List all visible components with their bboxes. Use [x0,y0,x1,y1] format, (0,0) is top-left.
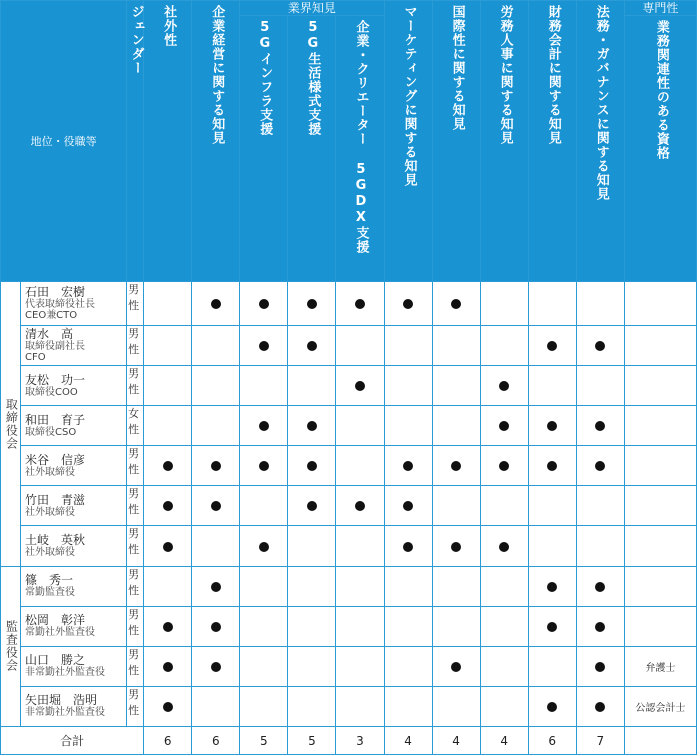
skill-cell [240,486,288,526]
member-name: 清水 高 [25,327,74,342]
qualification-cell [624,406,696,446]
table-row [1,406,697,446]
member-gender: 男性 [127,526,144,566]
skill-cell [144,366,192,406]
skill-dot-icon [307,299,317,309]
skill-cell [432,646,480,686]
labor-header [480,1,528,282]
international-header [432,1,480,282]
skill-dot-icon [499,381,509,391]
member-cell [21,686,127,726]
skill-dot-icon [211,622,221,632]
matrix-body [1,282,697,727]
skill-cell [288,566,336,606]
skill-cell [336,486,384,526]
table-row [1,606,697,646]
member-name: 松岡 彰洋 [25,613,86,628]
skill-cell [432,282,480,326]
skill-cell [528,646,576,686]
marketing-header-label: マーケティングに関する知見 [401,5,417,187]
member-title: 社外取締役 [25,506,76,518]
skill-dot-icon [547,421,557,431]
member-gender: 男性 [127,606,144,646]
skill-cell [480,646,528,686]
skill-dot-icon [403,501,413,511]
skill-cell [480,406,528,446]
skill-dot-icon [595,582,605,592]
skill-dot-icon [595,622,605,632]
corp-mgmt-header-label: 企業経営に関する知見 [209,5,225,145]
member-cell [21,526,127,566]
skill-dot-icon [211,662,221,672]
outside-header-label: 社外性 [161,5,177,47]
totals-label: 合計 [1,727,144,755]
member-name: 石田 宏樹 [25,285,86,300]
member-gender: 男性 [127,486,144,526]
member-title-sub: CEO兼CTO [25,310,78,322]
skill-dot-icon [355,381,365,391]
member-title: 社外取締役 [25,466,76,478]
table-row [1,686,697,726]
skill-cell [288,326,336,366]
skill-cell [192,406,240,446]
skill-cell [576,406,624,446]
qualification-cell [624,366,696,406]
member-cell [21,606,127,646]
total-marketing: 4 [384,727,432,755]
skill-dot-icon [163,542,173,552]
skill-dot-icon [259,542,269,552]
skill-dot-icon [451,461,461,471]
skill-dot-icon [355,501,365,511]
skill-dot-icon [595,662,605,672]
skill-cell [384,646,432,686]
skill-dot-icon [259,341,269,351]
qualification-cell [624,526,696,566]
total-infra: 5 [240,727,288,755]
corp-mgmt-header [192,1,240,282]
member-name: 山口 勝之 [25,653,86,668]
member-name: 土岐 英秋 [25,533,86,548]
skill-dot-icon [211,299,221,309]
skill-cell [576,486,624,526]
creator-header [336,16,384,282]
member-gender: 男性 [127,646,144,686]
member-cell [21,446,127,486]
member-cell [21,282,127,326]
skill-cell [240,366,288,406]
skill-cell [336,606,384,646]
member-cell [21,406,127,446]
international-header-label: 国際性に関する知見 [449,5,465,131]
member-title: 取締役副社長 [25,341,86,353]
skill-dot-icon [499,542,509,552]
skill-dot-icon [595,702,605,712]
skill-cell [192,282,240,326]
skill-cell [192,526,240,566]
skill-cell [528,686,576,726]
industry-group-header [240,1,384,16]
finance-header-label: 財務会計に関する知見 [545,5,561,145]
member-title: 非常勤社外監査役 [25,707,106,719]
member-name: 矢田堀 浩明 [25,693,98,708]
skill-cell [576,686,624,726]
marketing-header [384,1,432,282]
skill-cell [144,646,192,686]
skill-cell [480,446,528,486]
skill-cell [288,526,336,566]
table-row [1,446,697,486]
member-name: 友松 功一 [25,372,86,387]
group-directors [1,282,21,567]
skill-cell [432,526,480,566]
member-gender: 女性 [127,406,144,446]
skill-cell [144,606,192,646]
member-title: 常勤監査役 [25,587,76,599]
skill-cell [576,326,624,366]
member-gender: 男性 [127,566,144,606]
skill-cell [144,526,192,566]
table-row [1,646,697,686]
skill-dot-icon [451,542,461,552]
skill-dot-icon [307,341,317,351]
total-outside: 6 [144,727,192,755]
skill-cell [192,366,240,406]
total-legal: 7 [576,727,624,755]
skill-cell [384,326,432,366]
member-cell [21,646,127,686]
member-gender: 男性 [127,366,144,406]
skill-dot-icon [211,461,221,471]
qualification-cell [624,486,696,526]
skill-cell [240,646,288,686]
skill-cell [288,646,336,686]
specialty-group-header [624,1,696,16]
skill-dot-icon [307,501,317,511]
skill-dot-icon [595,341,605,351]
total-lifestyle: 5 [288,727,336,755]
skill-dot-icon [163,622,173,632]
skill-cell [528,486,576,526]
skill-cell [480,606,528,646]
skill-cell [576,282,624,326]
skill-cell [576,566,624,606]
skill-cell [432,366,480,406]
skill-cell [480,566,528,606]
position-header-label: 地位・役職等 [30,135,97,148]
labor-header-label: 労務人事に関する知見 [497,5,513,145]
skill-cell [432,686,480,726]
skill-cell [288,282,336,326]
member-title: 常勤社外監査役 [25,627,96,639]
skill-cell [336,326,384,366]
specialty-group-label: 専門性 [642,1,679,15]
qualification-header-label: 業務関連性のある資格 [653,20,669,160]
skill-cell [192,326,240,366]
skill-dot-icon [547,582,557,592]
member-name: 和田 育子 [25,412,86,427]
skill-cell [240,326,288,366]
skill-cell [240,406,288,446]
skill-cell [336,406,384,446]
skill-cell [384,686,432,726]
table-row [1,282,697,326]
skill-cell [432,326,480,366]
skill-dot-icon [547,622,557,632]
skill-dot-icon [547,341,557,351]
skill-cell [384,406,432,446]
member-gender: 男性 [127,446,144,486]
skill-dot-icon [259,421,269,431]
member-title: 非常勤社外監査役 [25,667,106,679]
infra-header [240,16,288,282]
total-labor: 4 [480,727,528,755]
skill-cell [336,366,384,406]
total-creator: 3 [336,727,384,755]
skill-cell [336,686,384,726]
table-row [1,526,697,566]
skill-cell [192,486,240,526]
outside-header [144,1,192,282]
total-qualification [624,727,696,755]
skill-cell [144,446,192,486]
finance-header [528,1,576,282]
skill-dot-icon [403,461,413,471]
skill-dot-icon [163,501,173,511]
skill-cell [144,486,192,526]
skill-dot-icon [259,461,269,471]
industry-group-label: 業界知見 [287,1,336,15]
qualification-cell [624,326,696,366]
skill-cell [528,366,576,406]
table-row [1,326,697,366]
member-cell [21,486,127,526]
skill-cell [480,486,528,526]
skill-cell [336,446,384,486]
skill-cell [192,686,240,726]
skill-cell [288,686,336,726]
skill-cell [528,606,576,646]
skill-cell [576,446,624,486]
skill-cell [240,526,288,566]
skill-cell [240,606,288,646]
infra-header-label: 5Gインフラ支援 [257,20,273,136]
skill-cell [528,326,576,366]
table-row [1,366,697,406]
skill-dot-icon [499,461,509,471]
skill-cell [528,566,576,606]
skill-cell [336,646,384,686]
skill-cell [528,446,576,486]
skill-dot-icon [163,461,173,471]
member-cell [21,566,127,606]
skill-dot-icon [451,662,461,672]
totals-row [1,727,697,755]
skill-dot-icon [403,299,413,309]
skill-cell [288,406,336,446]
member-title: 取締役COO [25,386,78,398]
skill-dot-icon [499,421,509,431]
member-title: 代表取締役社長 [25,299,96,311]
skill-dot-icon [163,702,173,712]
skill-dot-icon [259,299,269,309]
group-label: 監査役会 [4,620,19,673]
skill-cell [288,606,336,646]
skill-cell [144,566,192,606]
skill-dot-icon [403,542,413,552]
skill-cell [432,446,480,486]
legal-header-label: 法務・ガバナンスに関する知見 [593,5,609,201]
lifestyle-header [288,16,336,282]
skill-cell [144,326,192,366]
member-cell [21,326,127,366]
skill-cell [192,646,240,686]
group-auditors [1,566,21,726]
member-gender: 男性 [127,686,144,726]
skill-cell [528,526,576,566]
skill-cell [192,566,240,606]
skill-cell [480,526,528,566]
skill-cell [432,606,480,646]
member-title: 社外取締役 [25,547,76,559]
skill-dot-icon [307,421,317,431]
skill-cell [528,282,576,326]
skill-cell [240,686,288,726]
creator-header-label: 企業・クリエーター 5GDX支援 [353,20,369,254]
skill-cell [288,486,336,526]
position-header [1,1,127,282]
qualification-cell: 弁護士 [624,646,696,686]
total-finance: 6 [528,727,576,755]
skill-dot-icon [595,421,605,431]
member-name: 米谷 信彦 [25,452,86,467]
skill-cell [480,366,528,406]
skill-cell [384,366,432,406]
skill-cell [384,526,432,566]
skill-dot-icon [547,702,557,712]
skill-cell [576,606,624,646]
skill-dot-icon [595,461,605,471]
skill-cell [576,646,624,686]
member-title: 取締役CSO [25,426,77,438]
group-label: 取締役会 [4,397,19,450]
skill-cell [288,446,336,486]
skill-cell [384,606,432,646]
skill-dot-icon [307,461,317,471]
gender-header-label: ジェンダー [128,5,144,75]
skill-dot-icon [211,501,221,511]
qualification-cell [624,282,696,326]
skill-dot-icon [355,299,365,309]
member-name: 竹田 青滋 [25,492,86,507]
skill-cell [384,446,432,486]
qualification-cell [624,446,696,486]
qualification-cell [624,606,696,646]
member-cell [21,366,127,406]
skill-cell [432,486,480,526]
skill-cell [384,282,432,326]
skill-cell [480,686,528,726]
skill-dot-icon [547,461,557,471]
skill-cell [576,366,624,406]
skill-cell [240,566,288,606]
lifestyle-header-label: 5G生活様式支援 [305,20,321,136]
skill-cell [144,282,192,326]
skill-cell [336,566,384,606]
skill-cell [288,366,336,406]
qualification-cell: 公認会計士 [624,686,696,726]
gender-header [127,1,144,282]
skill-cell [336,526,384,566]
skill-cell [336,282,384,326]
total-corp-mgmt: 6 [192,727,240,755]
member-name: 篠 秀一 [25,573,74,588]
table-row [1,486,697,526]
qualification-header [624,16,696,282]
member-gender: 男性 [127,326,144,366]
skill-cell [432,566,480,606]
member-title-sub: CFO [25,352,46,364]
skill-cell [384,566,432,606]
member-gender: 男性 [127,282,144,326]
skill-cell [480,282,528,326]
skill-cell [528,406,576,446]
skill-cell [144,406,192,446]
skill-cell [240,446,288,486]
legal-header [576,1,624,282]
skill-dot-icon [451,299,461,309]
skill-cell [432,406,480,446]
skill-cell [240,282,288,326]
table-row [1,566,697,606]
skill-dot-icon [163,662,173,672]
skill-cell [384,486,432,526]
skill-dot-icon [211,582,221,592]
skill-cell [576,526,624,566]
total-international: 4 [432,727,480,755]
skill-cell [192,446,240,486]
skill-cell [480,326,528,366]
qualification-cell [624,566,696,606]
skill-cell [144,686,192,726]
skill-cell [192,606,240,646]
